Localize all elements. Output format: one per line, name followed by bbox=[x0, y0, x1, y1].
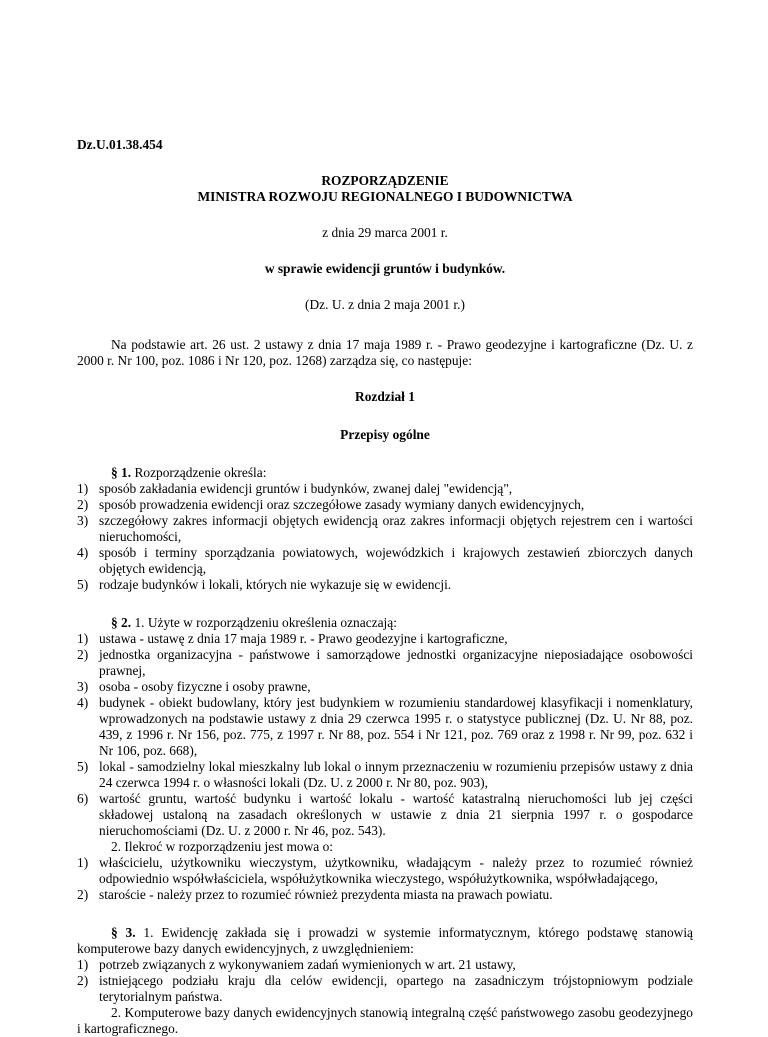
section-2-lead bbox=[77, 615, 693, 631]
item-number: 2) bbox=[77, 497, 89, 512]
list-item bbox=[77, 497, 693, 513]
issue-date: z dnia 29 marca 2001 r. bbox=[322, 225, 448, 240]
list-item bbox=[77, 647, 693, 679]
item-text: sposób prowadzenia ewidencji oraz szczegółowe zasady wymiany danych ewidencyjnych, bbox=[99, 497, 585, 512]
item-text: staroście - należy przez to rozumieć również prezydenta miasta na prawach powiatu. bbox=[99, 887, 553, 902]
item-number: 6) bbox=[77, 791, 89, 806]
section-3-subsection-2: 2. Komputerowe bazy danych ewidencyjnych stanowią integralną część państwowego zasobu geodezyjnego i kartograficznego. bbox=[77, 1005, 693, 1036]
subject-line: w sprawie ewidencji gruntów i budynków. bbox=[264, 261, 506, 276]
item-text: ustawa - ustawę z dnia 17 maja 1989 r. - Prawo geodezyjne i kartograficzne, bbox=[99, 631, 508, 646]
item-text: właścicielu, użytkowniku wieczystym, użytkowniku, władającym - należy przez to rozumieć również odpowiednio współwłaściciela, współużytkownika wieczystego, współużytkownika, współwładającego, bbox=[99, 855, 693, 886]
item-text: rodzaje budynków i lokali, których nie wykazuje się w ewidencji. bbox=[99, 577, 452, 592]
item-number: 1) bbox=[77, 481, 89, 496]
section-3-lead bbox=[77, 925, 693, 957]
item-text: sposób zakładania ewidencji gruntów i budynków, zwanej dalej "ewidencją", bbox=[99, 481, 513, 496]
list-item bbox=[77, 695, 693, 759]
item-number: 1) bbox=[77, 957, 89, 972]
section-1 bbox=[77, 465, 693, 593]
section-1-lead-text: Rozporządzenie określa: bbox=[131, 465, 267, 480]
publication-reference: (Dz. U. z dnia 2 maja 2001 r.) bbox=[305, 297, 465, 312]
item-text: istniejącego podziału kraju dla celów ewidencji, opartego na zasadniczym trójstopniowym podziale terytorialnym państwa. bbox=[99, 973, 693, 1004]
item-number: 4) bbox=[77, 545, 89, 560]
list-item bbox=[77, 545, 693, 577]
list-item bbox=[77, 887, 693, 903]
list-item bbox=[77, 679, 693, 695]
section-2-mark: § 2. bbox=[111, 615, 132, 630]
item-number: 3) bbox=[77, 513, 89, 528]
list-item bbox=[77, 791, 693, 839]
item-number: 3) bbox=[77, 679, 89, 694]
chapter-title: Przepisy ogólne bbox=[340, 427, 430, 442]
document-body bbox=[77, 137, 693, 1037]
list-item bbox=[77, 759, 693, 791]
list-item bbox=[77, 513, 693, 545]
item-number: 5) bbox=[77, 759, 89, 774]
title-line-1: ROZPORZĄDZENIE bbox=[321, 173, 449, 188]
item-number: 2) bbox=[77, 973, 89, 988]
list-item bbox=[77, 481, 693, 497]
section-3-lead-text: 1. Ewidencję zakłada się i prowadzi w systemie informatycznym, którego podstawę stanowią komputerowe bazy danych ewidencyjnych, z uwzględnieniem: bbox=[77, 925, 694, 956]
section-2-lead-text: 1. Użyte w rozporządzeniu określenia oznaczają: bbox=[131, 615, 397, 630]
list-item bbox=[77, 957, 693, 973]
item-number: 4) bbox=[77, 695, 89, 710]
list-item bbox=[77, 631, 693, 647]
section-3-mark: § 3. bbox=[111, 925, 136, 940]
item-text: szczegółowy zakres informacji objętych ewidencją oraz zakres informacji objętych rejestrem cen i wartości nieruchomości, bbox=[99, 513, 693, 544]
item-text: potrzeb związanych z wykonywaniem zadań wymienionych w art. 21 ustawy, bbox=[99, 957, 516, 972]
item-text: budynek - obiekt budowlany, który jest budynkiem w rozumieniu standardowej klasyfikacji i nomenklatury, wprowadzonych na podstawie ustawy z dnia 29 czerwca 1995 r. o statystyce publicznej (Dz. U. Nr 88, poz. 439, z 1996 r. Nr 156, poz. 775, z 1997 r. Nr 88, poz. 554 i Nr 121, poz. 769 oraz z 1998 r. Nr 99, poz. 632 i Nr 106, poz. 668), bbox=[99, 695, 693, 758]
item-text: wartość gruntu, wartość budynku i wartość lokalu - wartość katastralną nieruchomości lub jej części składowej ustaloną na zasadach określonych w ustawie z dnia 21 sierpnia 1997 r. o gospodarce nieruchomościami (Dz. U. z 2000 r. Nr 46, poz. 543). bbox=[99, 791, 693, 838]
item-number: 1) bbox=[77, 631, 89, 646]
section-1-mark: § 1. bbox=[111, 465, 132, 480]
item-text: osoba - osoby fizyczne i osoby prawne, bbox=[99, 679, 311, 694]
document-id: Dz.U.01.38.454 bbox=[77, 137, 163, 152]
item-number: 2) bbox=[77, 647, 89, 662]
item-number: 5) bbox=[77, 577, 89, 592]
list-item bbox=[77, 973, 693, 1005]
item-number: 1) bbox=[77, 855, 89, 870]
title-line-2: MINISTRA ROZWOJU REGIONALNEGO I BUDOWNICTWA bbox=[197, 189, 573, 204]
section-1-lead bbox=[77, 465, 693, 481]
item-text: sposób i terminy sporządzania powiatowych, wojewódzkich i krajowych zestawień zbiorczych danych objętych ewidencją, bbox=[99, 545, 693, 576]
preamble: Na podstawie art. 26 ust. 2 ustawy z dnia 17 maja 1989 r. - Prawo geodezyjne i kartograficzne (Dz. U. z 2000 r. Nr 100, poz. 1086 i Nr 120, poz. 1268) zarządza się, co następuje: bbox=[77, 337, 693, 368]
chapter-heading: Rozdział 1 bbox=[355, 389, 415, 404]
section-2-subsection-2: 2. Ilekroć w rozporządzeniu jest mowa o: bbox=[111, 839, 333, 854]
item-number: 2) bbox=[77, 887, 89, 902]
list-item bbox=[77, 577, 693, 593]
item-text: lokal - samodzielny lokal mieszkalny lub lokal o innym przeznaczeniu w rozumieniu przepisów ustawy z dnia 24 czerwca 1994 r. o własności lokali (Dz. U. z 2000 r. Nr 80, poz. 903), bbox=[99, 759, 693, 790]
section-2 bbox=[77, 615, 693, 903]
section-3 bbox=[77, 925, 693, 1037]
list-item bbox=[77, 855, 693, 887]
item-text: jednostka organizacyjna - państwowe i samorządowe jednostki organizacyjne nieposiadające osobowości prawnej, bbox=[99, 647, 693, 678]
